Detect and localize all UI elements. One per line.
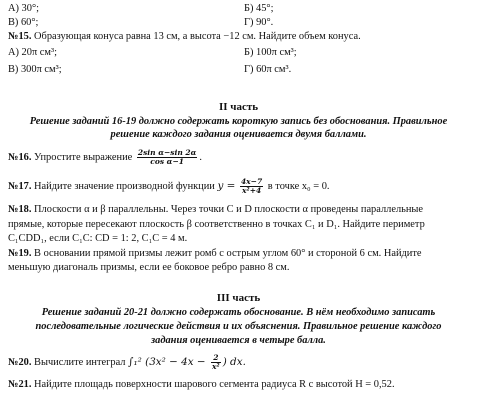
q21-text: Найдите площадь поверхности шарового сегмента радиуса R с высотой H = 0,52.: [34, 379, 395, 390]
q20-fraction-numerator: 2: [211, 354, 221, 363]
q20-end: ) dx.: [222, 356, 246, 368]
q18-text-line1: Плоскости α и β параллельны. Через точки C и D плоскости α проведены параллельные: [34, 204, 424, 215]
q15-option-d: Г) 60π см³.: [244, 64, 292, 75]
q17-text: Найдите значение производной функции: [34, 181, 215, 192]
part2-intro-line1: Решение заданий 16-19 должно содержать короткую запись без обоснования. Правильное: [29, 116, 448, 127]
part2-title: II часть: [218, 101, 259, 113]
q15-option-c: В) 300π см³;: [8, 64, 62, 75]
q17: [8, 177, 330, 196]
q15-number: №15.: [8, 31, 32, 42]
q21: [8, 379, 395, 391]
q19-line1: [8, 248, 422, 260]
part2-intro-line2: решение каждого задания оценивается двумя баллами.: [110, 129, 367, 140]
q18-number: №18.: [8, 204, 32, 215]
q17-numerator: 4x−7: [240, 177, 263, 187]
q20-integral: ∫₁² (3x² − 4x −: [128, 356, 209, 368]
q15: [8, 31, 361, 43]
q19-text-line1: В основании прямой призмы лежит ромб с острым углом 60° и стороной 6 см. Найдите: [34, 248, 422, 259]
q16: [8, 149, 202, 167]
part3-intro-line1: Решение заданий 20-21 должно содержать обоснование. В нём необходимо записать: [41, 307, 436, 318]
part3-intro-line3: задания оценивается в четыре балла.: [151, 335, 326, 346]
q17-function: y =: [217, 180, 236, 192]
part3-title: III часть: [216, 292, 261, 304]
q20-fraction: [211, 354, 221, 371]
q16-end: .: [199, 152, 203, 163]
q14-option-b: Б) 45°;: [244, 3, 274, 14]
q15-option-a: А) 20π см³;: [8, 47, 57, 58]
q15-option-b: Б) 100π см³;: [244, 47, 297, 58]
q19-number: №19.: [8, 248, 32, 259]
q17-number: №17.: [8, 181, 32, 192]
q17-denominator: x²+4: [241, 186, 262, 196]
part3-intro-line2: последовательные логические действия и их объяснения. Правильное решение каждого: [35, 321, 442, 332]
q18-line1: [8, 204, 423, 216]
q17-fraction: [240, 178, 263, 195]
q20-fraction-denominator: x²: [211, 362, 220, 372]
q20-number: №20.: [8, 357, 32, 368]
q14-option-a: А) 30°;: [8, 3, 39, 14]
q20: [8, 352, 246, 373]
q21-number: №21.: [8, 379, 32, 390]
q14-option-c: В) 60°;: [8, 17, 39, 28]
q16-numerator: 2sin α−sin 2α: [137, 148, 197, 158]
q18-text-line3: C₁CDD₁, если C₁C: CD = 1: 2, C₁C = 4 м.: [8, 233, 188, 244]
q16-denominator: cos α−1: [150, 157, 184, 167]
q18-text-line2: прямые, которые пересекают плоскость β соответственно в точках C₁ и D₁. Найдите периметр: [8, 219, 425, 230]
q14-option-d: Г) 90°.: [244, 17, 274, 28]
q16-fraction: [137, 149, 198, 166]
q17-tail: в точке x₀ = 0.: [267, 181, 330, 192]
q16-number: №16.: [8, 152, 32, 163]
q16-text: Упростите выражение: [34, 152, 133, 163]
q20-text: Вычислите интеграл: [34, 357, 126, 368]
q15-text: Образующая конуса равна 13 см, а высота −12 см. Найдите объем конуса.: [34, 31, 361, 42]
q19-text-line2: меньшую диагональ призмы, если ее боковое ребро равно 8 см.: [8, 262, 290, 273]
